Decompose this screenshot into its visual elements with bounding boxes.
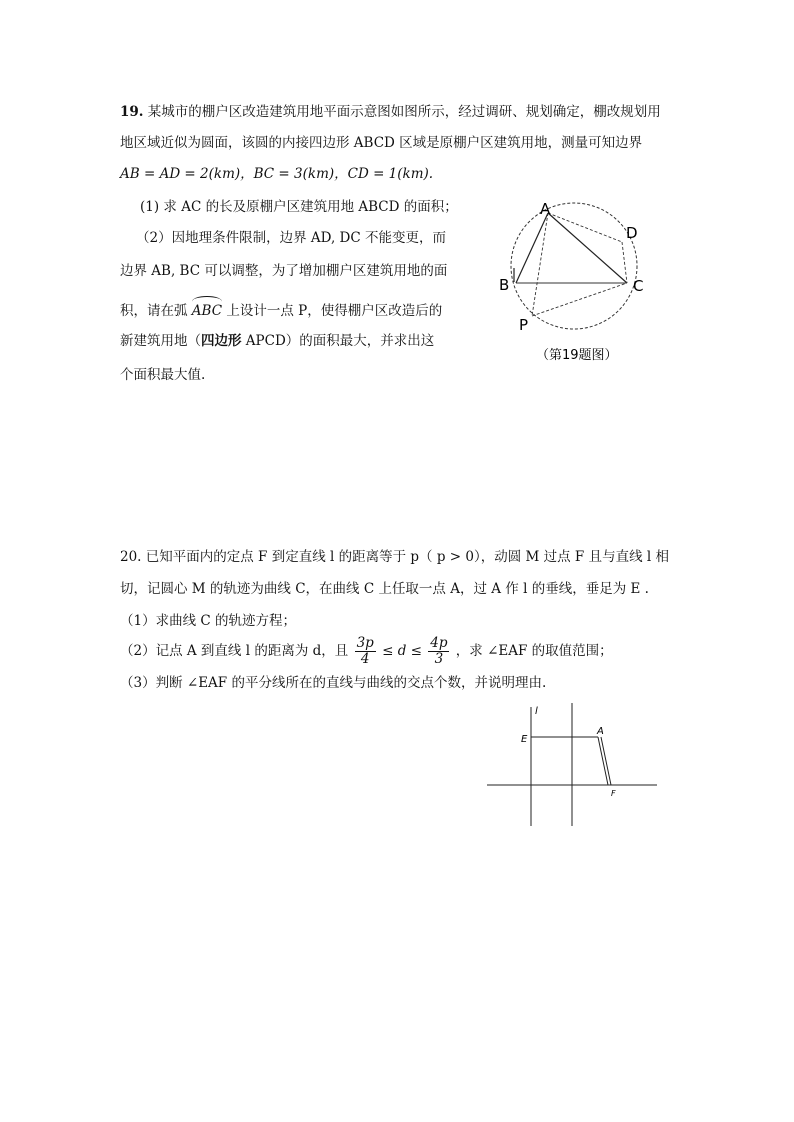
q19-part-2d-post: APCD）的面积最大，并求出这 [241, 333, 435, 349]
q20-part-1: （1）求曲线 C 的轨迹方程； [120, 613, 297, 629]
frac1-num: 3p [356, 635, 374, 651]
label-f: F [611, 789, 616, 798]
label-p: P [519, 316, 529, 334]
q19-part-2d-bold: 四边形 [201, 333, 242, 349]
q20-part-2-mid: ≤ d ≤ [382, 643, 422, 659]
q19-part-2b: 边界 AB, BC 可以调整，为了增加棚户区建筑用地的面 [120, 263, 448, 279]
q20-line-2: 切，记圆心 M 的轨迹为曲线 C，在曲线 C 上任取一点 A，过 A 作 l 的垂线，垂足为 E . [120, 581, 649, 597]
q19-part-2a: （2）因地理条件限制，边界 AD, DC 不能变更，而 [136, 230, 446, 246]
label-c: C [633, 277, 644, 295]
q19-number: 19. [120, 104, 144, 120]
q20-line-1: 20. 已知平面内的定点 F 到定直线 l 的距离等于 p（ p > 0），动圆 M 过点 F 且与直线 l 相 [120, 549, 669, 565]
q19-part-2c-pre: 积，请在弧 [120, 303, 188, 319]
frac1-den: 4 [360, 651, 370, 667]
q19-part-2c-post: 上设计一点 P，使得棚户区改造后的 [226, 303, 443, 319]
figure-19-caption: （第19题图） [536, 348, 618, 363]
label-e: E [521, 734, 528, 745]
q19-line-3: AB = AD = 2(km)，BC = 3(km)，CD = 1(km). [120, 166, 434, 182]
q19-text-1: 某城市的棚户区改造建筑用地平面示意图如图所示，经过调研、规划确定，棚改规划用 [147, 104, 661, 120]
label-l: l [535, 706, 538, 717]
frac2-num: 4p [430, 635, 448, 651]
q20-part-2-post: ，求 ∠EAF 的取值范围； [455, 643, 613, 659]
label-d: D [626, 224, 638, 242]
q19-part-1: (1) 求 AC 的长及原棚户区建筑用地 ABCD 的面积； [140, 199, 458, 215]
frac2-den: 3 [434, 651, 444, 667]
label-b: B [499, 276, 510, 294]
label-a-20: A [597, 726, 604, 737]
q19-line-2: 地区域近似为圆面，该圆的内接四边形 ABCD 区域是原棚户区建筑用地，测量可知边界 [120, 135, 643, 151]
arc-abc: ABC [192, 298, 222, 320]
q20-part-3: （3）判断 ∠EAF 的平分线所在的直线与曲线的交点个数，并说明理由. [120, 675, 547, 691]
q19-part-2e: 个面积最大值. [120, 367, 206, 383]
q20-part-2-pre: （2）记点 A 到直线 l 的距离为 d，且 [120, 643, 349, 659]
label-a: A [540, 200, 551, 218]
q19-part-2d-pre: 新建筑用地（ [120, 333, 201, 349]
